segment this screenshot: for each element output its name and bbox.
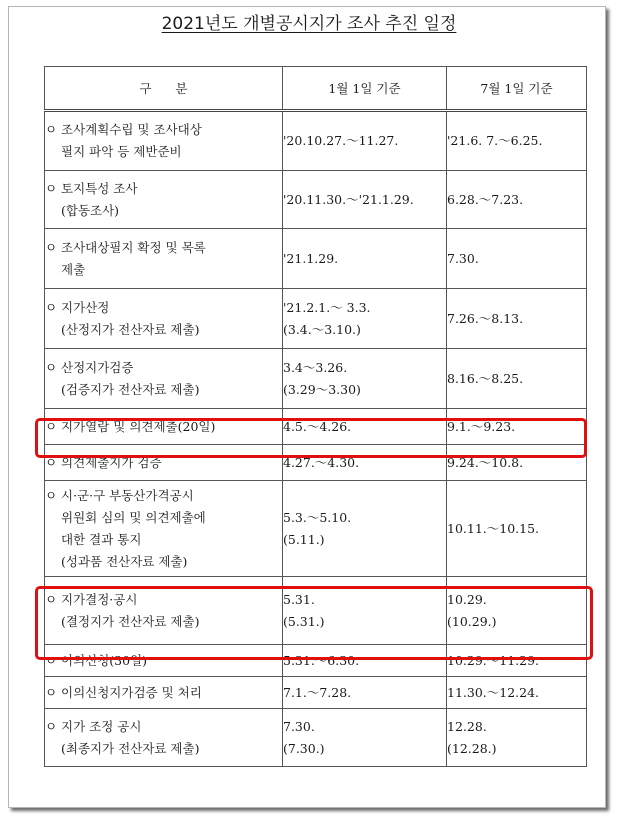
task-text: (검증지가 전산자료 제출) — [61, 381, 200, 397]
task-first-line — [45, 297, 282, 319]
jan-date-text: 4.27.～4.30. — [283, 454, 360, 470]
task-cell — [45, 289, 283, 349]
header-jul: 7월 1일 기준 — [447, 67, 587, 111]
jul-date-text: (12.28.) — [447, 740, 497, 756]
jul-date-cell — [447, 677, 587, 709]
jul-date-text: (10.29.) — [447, 613, 497, 629]
task-text: 위원회 심의 및 의견제출에 — [61, 509, 206, 525]
jul-date-text: 11.30.～12.24. — [447, 684, 540, 700]
jan-date-text: (5.31.) — [283, 613, 325, 629]
jul-date-text: 6.28.～7.23. — [447, 191, 524, 207]
bullet-icon: ㅇ — [45, 180, 58, 196]
task-cell — [45, 171, 283, 229]
table-row — [45, 349, 587, 409]
jul-date-text: 9.24.～10.8. — [447, 454, 524, 470]
table-row — [45, 709, 587, 767]
jan-date-text: '20.11.30.～'21.1.29. — [283, 191, 414, 207]
jul-date-text: 7.30. — [447, 250, 479, 266]
jan-date-text: '21.1.29. — [283, 250, 339, 266]
task-text: 제출 — [61, 261, 86, 277]
task-text: 토지특성 조사 — [61, 180, 138, 196]
jan-date-text: (7.30.) — [283, 740, 325, 756]
task-text: 산정지가검증 — [61, 359, 134, 375]
jul-date-text: 12.28. — [447, 718, 487, 734]
jul-date-text: '21.6. 7.～6.25. — [447, 133, 543, 148]
jul-date-text: 10.11.～10.15. — [447, 520, 540, 536]
table-row — [45, 677, 587, 709]
jan-date-cell — [283, 709, 447, 767]
jan-date-text: 5.3.～5.10. — [283, 509, 352, 525]
jul-date-cell — [447, 481, 587, 577]
schedule-table — [44, 66, 587, 767]
jan-date-text: '20.10.27.～11.27. — [283, 133, 399, 148]
table-row — [45, 481, 587, 577]
page-title: 2021년도 개별공시지가 조사 추진 일정 — [161, 14, 457, 34]
jan-date-text: 5.31. — [283, 591, 315, 607]
task-first-line — [45, 119, 282, 141]
task-text: 대한 결과 통지 — [61, 531, 142, 547]
header-category: 구 분 — [45, 67, 283, 111]
jul-date-text: 10.29.～11.29. — [447, 652, 540, 668]
jan-date-cell — [283, 229, 447, 289]
table-header-row — [45, 67, 587, 111]
task-text: 지가결정·공시 — [61, 591, 138, 607]
jan-date-text: (3.29～3.30) — [283, 381, 361, 397]
jan-date-text: 7.30. — [283, 718, 315, 734]
task-text: 이의신청지가검증 및 처리 — [61, 684, 202, 700]
task-cell — [45, 111, 283, 171]
task-first-line — [45, 357, 282, 379]
jul-date-cell — [447, 229, 587, 289]
bullet-icon: ㅇ — [45, 652, 58, 668]
jan-date-text: (3.4.～3.10.) — [283, 321, 361, 337]
table-row — [45, 289, 587, 349]
task-first-line — [45, 682, 282, 704]
table-row — [45, 229, 587, 289]
bullet-icon: ㅇ — [45, 122, 58, 137]
task-text: 시·군·구 부동산가격공시 — [61, 487, 194, 503]
task-text: 조사계획수립 및 조사대상 — [61, 122, 202, 137]
task-first-line — [45, 237, 282, 259]
task-cell — [45, 709, 283, 767]
task-text: 지가산정 — [61, 299, 110, 315]
jul-date-cell — [447, 349, 587, 409]
task-cell — [45, 349, 283, 409]
jan-date-cell — [283, 677, 447, 709]
task-first-line — [45, 485, 282, 507]
table-row — [45, 111, 587, 171]
bullet-icon: ㅇ — [45, 418, 58, 434]
task-text: (결정지가 전산자료 제출) — [61, 613, 200, 629]
jan-date-text: '21.2.1.～ 3.3. — [283, 299, 371, 315]
jan-date-cell — [283, 111, 447, 171]
jul-date-cell — [447, 111, 587, 171]
bullet-icon: ㅇ — [45, 487, 58, 503]
jan-date-text: 4.5.～4.26. — [283, 418, 352, 434]
jul-date-text: 9.1.～9.23. — [447, 418, 516, 434]
highlight-box-opinion-row — [35, 418, 587, 458]
bullet-icon: ㅇ — [45, 718, 58, 734]
bullet-icon: ㅇ — [45, 359, 58, 375]
table-row — [45, 171, 587, 229]
jul-date-cell — [447, 171, 587, 229]
jul-date-text: 8.16.～8.25. — [447, 370, 524, 386]
bullet-icon: ㅇ — [45, 591, 58, 607]
jul-date-text: 7.26.～8.13. — [447, 310, 524, 326]
jan-date-text: (5.11.) — [283, 531, 325, 547]
jan-date-cell — [283, 481, 447, 577]
jul-date-cell — [447, 289, 587, 349]
task-text: 이의신청(30일) — [61, 652, 148, 668]
bullet-icon: ㅇ — [45, 684, 58, 700]
task-text: 조사대상필지 확정 및 목록 — [61, 239, 206, 255]
jan-date-cell — [283, 349, 447, 409]
jan-date-text: 5.31.～6.30. — [283, 652, 360, 668]
task-first-line — [45, 716, 282, 738]
jan-date-cell — [283, 171, 447, 229]
jan-date-text: 3.4～3.26. — [283, 359, 348, 375]
highlight-box-decision-row — [35, 586, 593, 660]
task-cell — [45, 481, 283, 577]
task-text: 지가열람 및 의견제출(20일) — [61, 418, 216, 434]
jul-date-cell — [447, 709, 587, 767]
task-text: 의견제출지가 검증 — [61, 454, 162, 470]
jan-date-text: 7.1.～7.28. — [283, 684, 352, 700]
task-text: (성과품 전산자료 제출) — [61, 553, 188, 569]
task-text: (최종지가 전산자료 제출) — [61, 740, 200, 756]
task-text: (합동조사) — [61, 202, 120, 218]
jan-date-cell — [283, 289, 447, 349]
bullet-icon: ㅇ — [45, 239, 58, 255]
task-cell — [45, 677, 283, 709]
header-jan: 1월 1일 기준 — [283, 67, 447, 111]
jul-date-text: 10.29. — [447, 591, 487, 607]
task-cell — [45, 229, 283, 289]
bullet-icon: ㅇ — [45, 454, 58, 470]
task-text: 필지 파악 등 제반준비 — [61, 144, 182, 159]
task-text: (산정지가 전산자료 제출) — [61, 321, 200, 337]
bullet-icon: ㅇ — [45, 299, 58, 315]
task-text: 지가 조정 공시 — [61, 718, 142, 734]
task-first-line — [45, 178, 282, 200]
